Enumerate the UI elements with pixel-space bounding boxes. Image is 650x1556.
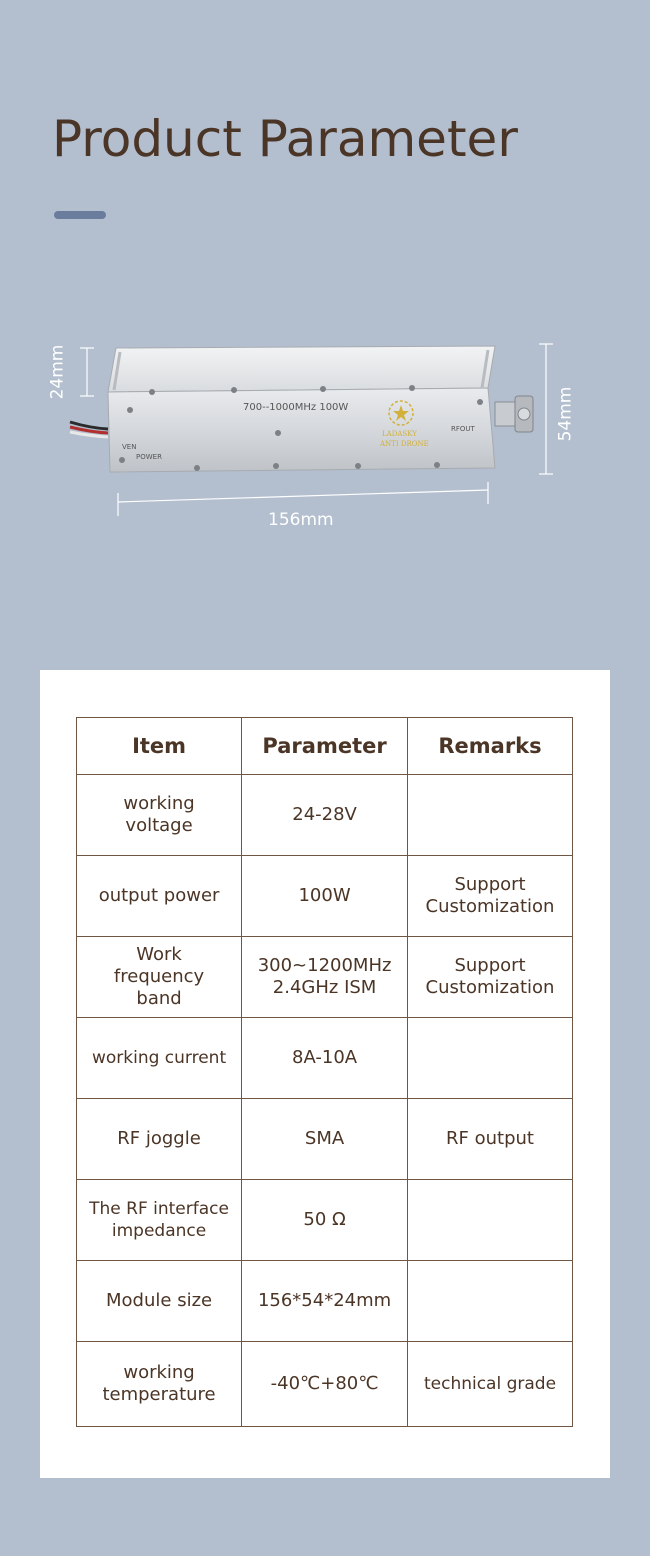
cell-item: output power — [77, 856, 242, 937]
cell-parameter: 50 Ω — [242, 1180, 408, 1261]
cell-parameter: SMA — [242, 1099, 408, 1180]
cell-parameter: 24-28V — [242, 775, 408, 856]
cell-item: working temperature — [77, 1342, 242, 1427]
cell-remarks: RF output — [408, 1099, 573, 1180]
logo-line2: ANTI DRONE — [380, 440, 429, 448]
table-row — [77, 775, 573, 856]
page-title: Product Parameter — [52, 110, 518, 168]
table-row — [77, 1180, 573, 1261]
cell-item: working current — [77, 1018, 242, 1099]
cell-item: Module size — [77, 1261, 242, 1342]
rfout-label: RFOUT — [451, 425, 475, 433]
cell-parameter: 8A-10A — [242, 1018, 408, 1099]
table-row — [77, 1261, 573, 1342]
cell-parameter: -40℃+80℃ — [242, 1342, 408, 1427]
table-row — [77, 1018, 573, 1099]
power-label: POWER — [136, 453, 162, 461]
cell-remarks: Support Customization — [408, 937, 573, 1018]
table-row — [77, 1099, 573, 1180]
cell-remarks: technical grade — [408, 1342, 573, 1427]
cell-parameter: 300~1200MHz 2.4GHz ISM — [242, 937, 408, 1018]
cell-item: working voltage — [77, 775, 242, 856]
ven-label: VEN — [122, 443, 137, 451]
header-remarks: Remarks — [408, 718, 573, 775]
cell-parameter: 100W — [242, 856, 408, 937]
parameter-table — [76, 717, 573, 1427]
dimension-length: 156mm — [268, 510, 334, 530]
cell-remarks — [408, 1180, 573, 1261]
header-parameter: Parameter — [242, 718, 408, 775]
cell-remarks — [408, 1018, 573, 1099]
title-underline — [54, 211, 106, 219]
model-label: 700--1000MHz 100W — [243, 402, 349, 413]
cell-item: RF joggle — [77, 1099, 242, 1180]
cell-remarks — [408, 775, 573, 856]
cell-item: The RF interface impedance — [77, 1180, 242, 1261]
dimension-height-right: 54mm — [555, 386, 576, 442]
table-row — [77, 856, 573, 937]
cell-remarks: Support Customization — [408, 856, 573, 937]
product-image — [40, 330, 600, 550]
cell-item: Work frequency band — [77, 937, 242, 1018]
parameter-card — [40, 670, 610, 1478]
cell-remarks — [408, 1261, 573, 1342]
logo-line1: LADASKY — [382, 430, 417, 438]
dimension-height-left: 24mm — [47, 344, 68, 400]
header-item: Item — [77, 718, 242, 775]
table-row — [77, 1342, 573, 1427]
cell-parameter: 156*54*24mm — [242, 1261, 408, 1342]
table-row — [77, 937, 573, 1018]
table-header-row — [77, 718, 573, 775]
